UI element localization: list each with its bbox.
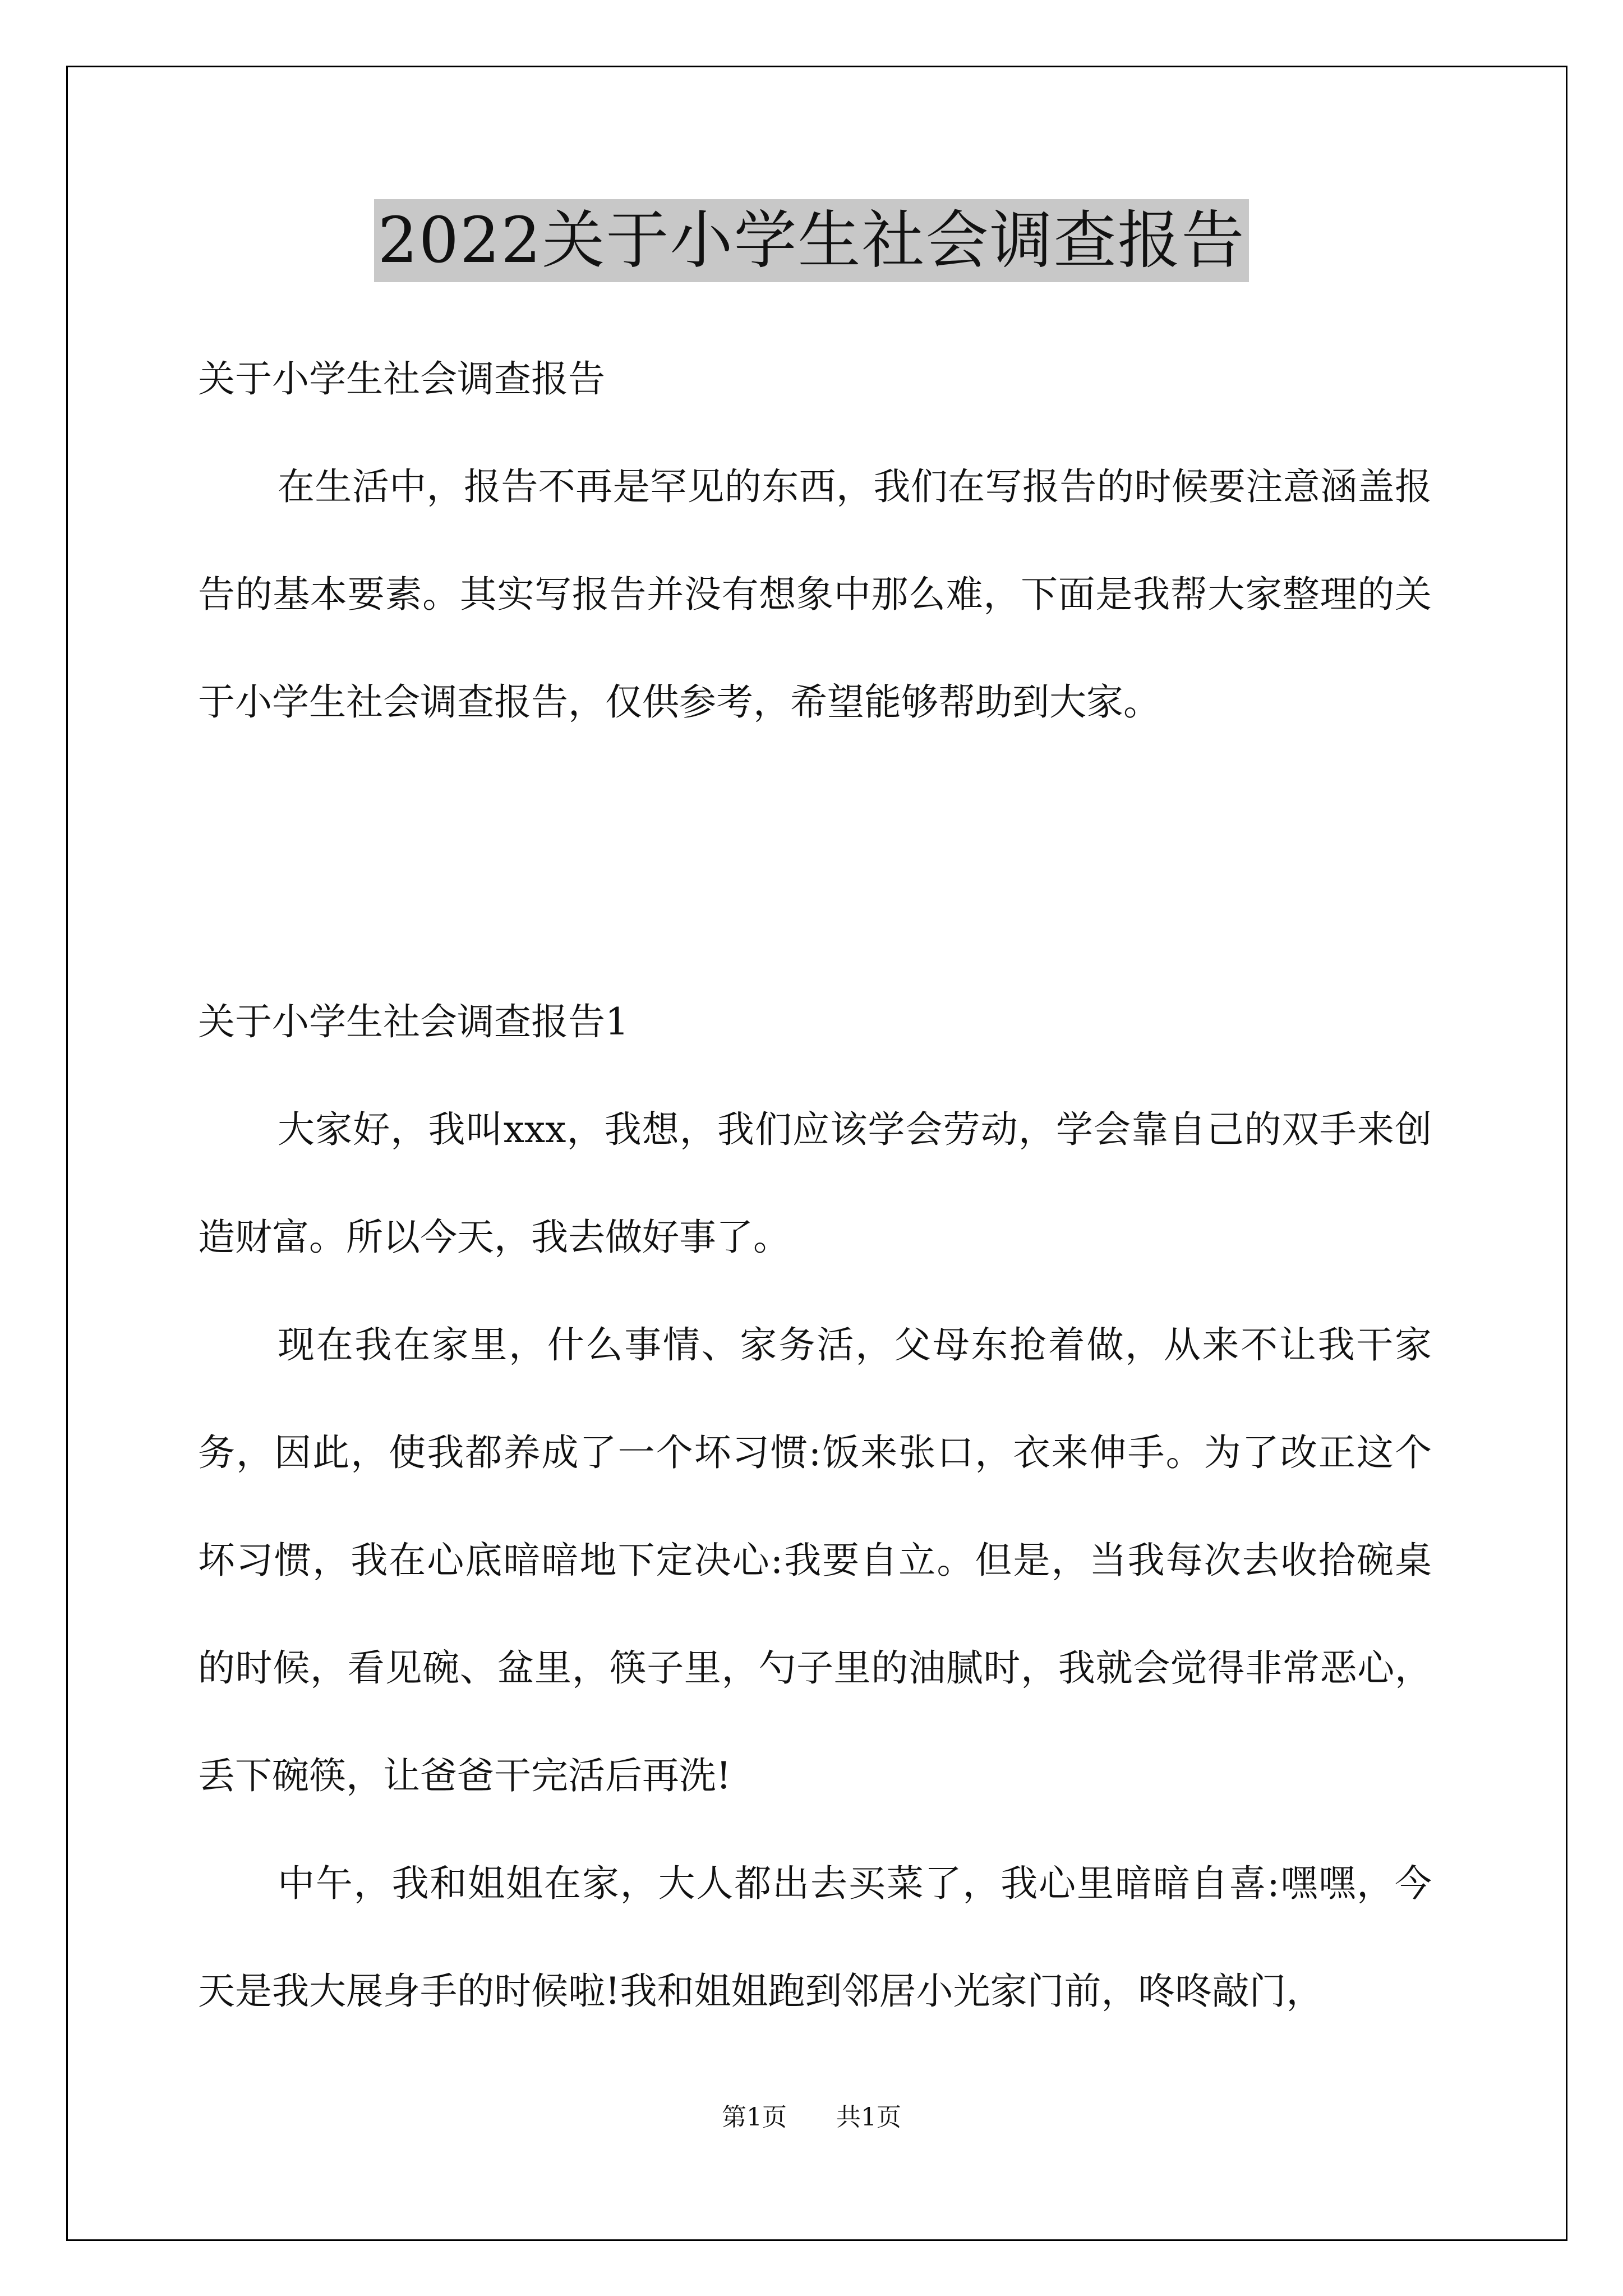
page-number-total: 共1页 bbox=[836, 2103, 901, 2132]
section1-heading: 关于小学生社会调查报告1 bbox=[198, 1000, 629, 1043]
intro-paragraph: 在生活中，报告不再是罕见的东西，我们在写报告的时候要注意涵盖报告的基本要素。其实写报告并没有想象中那么难，下面是我帮大家整理的关于小学生社会调查报告，仅供参考，希望能够帮助到大家。 bbox=[198, 465, 1432, 724]
intro-heading: 关于小学生社会调查报告 bbox=[198, 357, 605, 401]
title-container bbox=[0, 199, 1623, 282]
page-number-current: 第1页 bbox=[722, 2103, 787, 2132]
body-paragraph: 中午，我和姐姐在家，大人都出去买菜了，我心里暗暗自喜:嘿嘿，今天是我大展身手的时候啦!我和姐姐跑到邻居小光家门前，咚咚敲门， bbox=[198, 1862, 1432, 2013]
intro-paragraph-block bbox=[198, 433, 1432, 756]
body-paragraph: 大家好，我叫xxx，我想，我们应该学会劳动，学会靠自己的双手来创造财富。所以今天，我去做好事了。 bbox=[198, 1108, 1432, 1259]
section1-heading-block bbox=[198, 968, 1432, 1076]
section1-body bbox=[198, 1076, 1432, 2045]
intro-heading-block bbox=[198, 325, 1432, 433]
body-paragraph: 现在我在家里，什么事情、家务活，父母东抢着做，从来不让我干家务，因此，使我都养成了一个坏习惯:饭来张口，衣来伸手。为了改正这个坏习惯，我在心底暗暗地下定决心:我要自立。但是，当我每次去收拾碗桌的时候，看见碗、盆里，筷子里，勺子里的油腻时，我就会觉得非常恶心，丢下碗筷，让爸爸干完活后再洗! bbox=[198, 1323, 1432, 1797]
document-title: 2022关于小学生社会调查报告 bbox=[374, 199, 1248, 282]
page-footer bbox=[0, 2101, 1623, 2134]
